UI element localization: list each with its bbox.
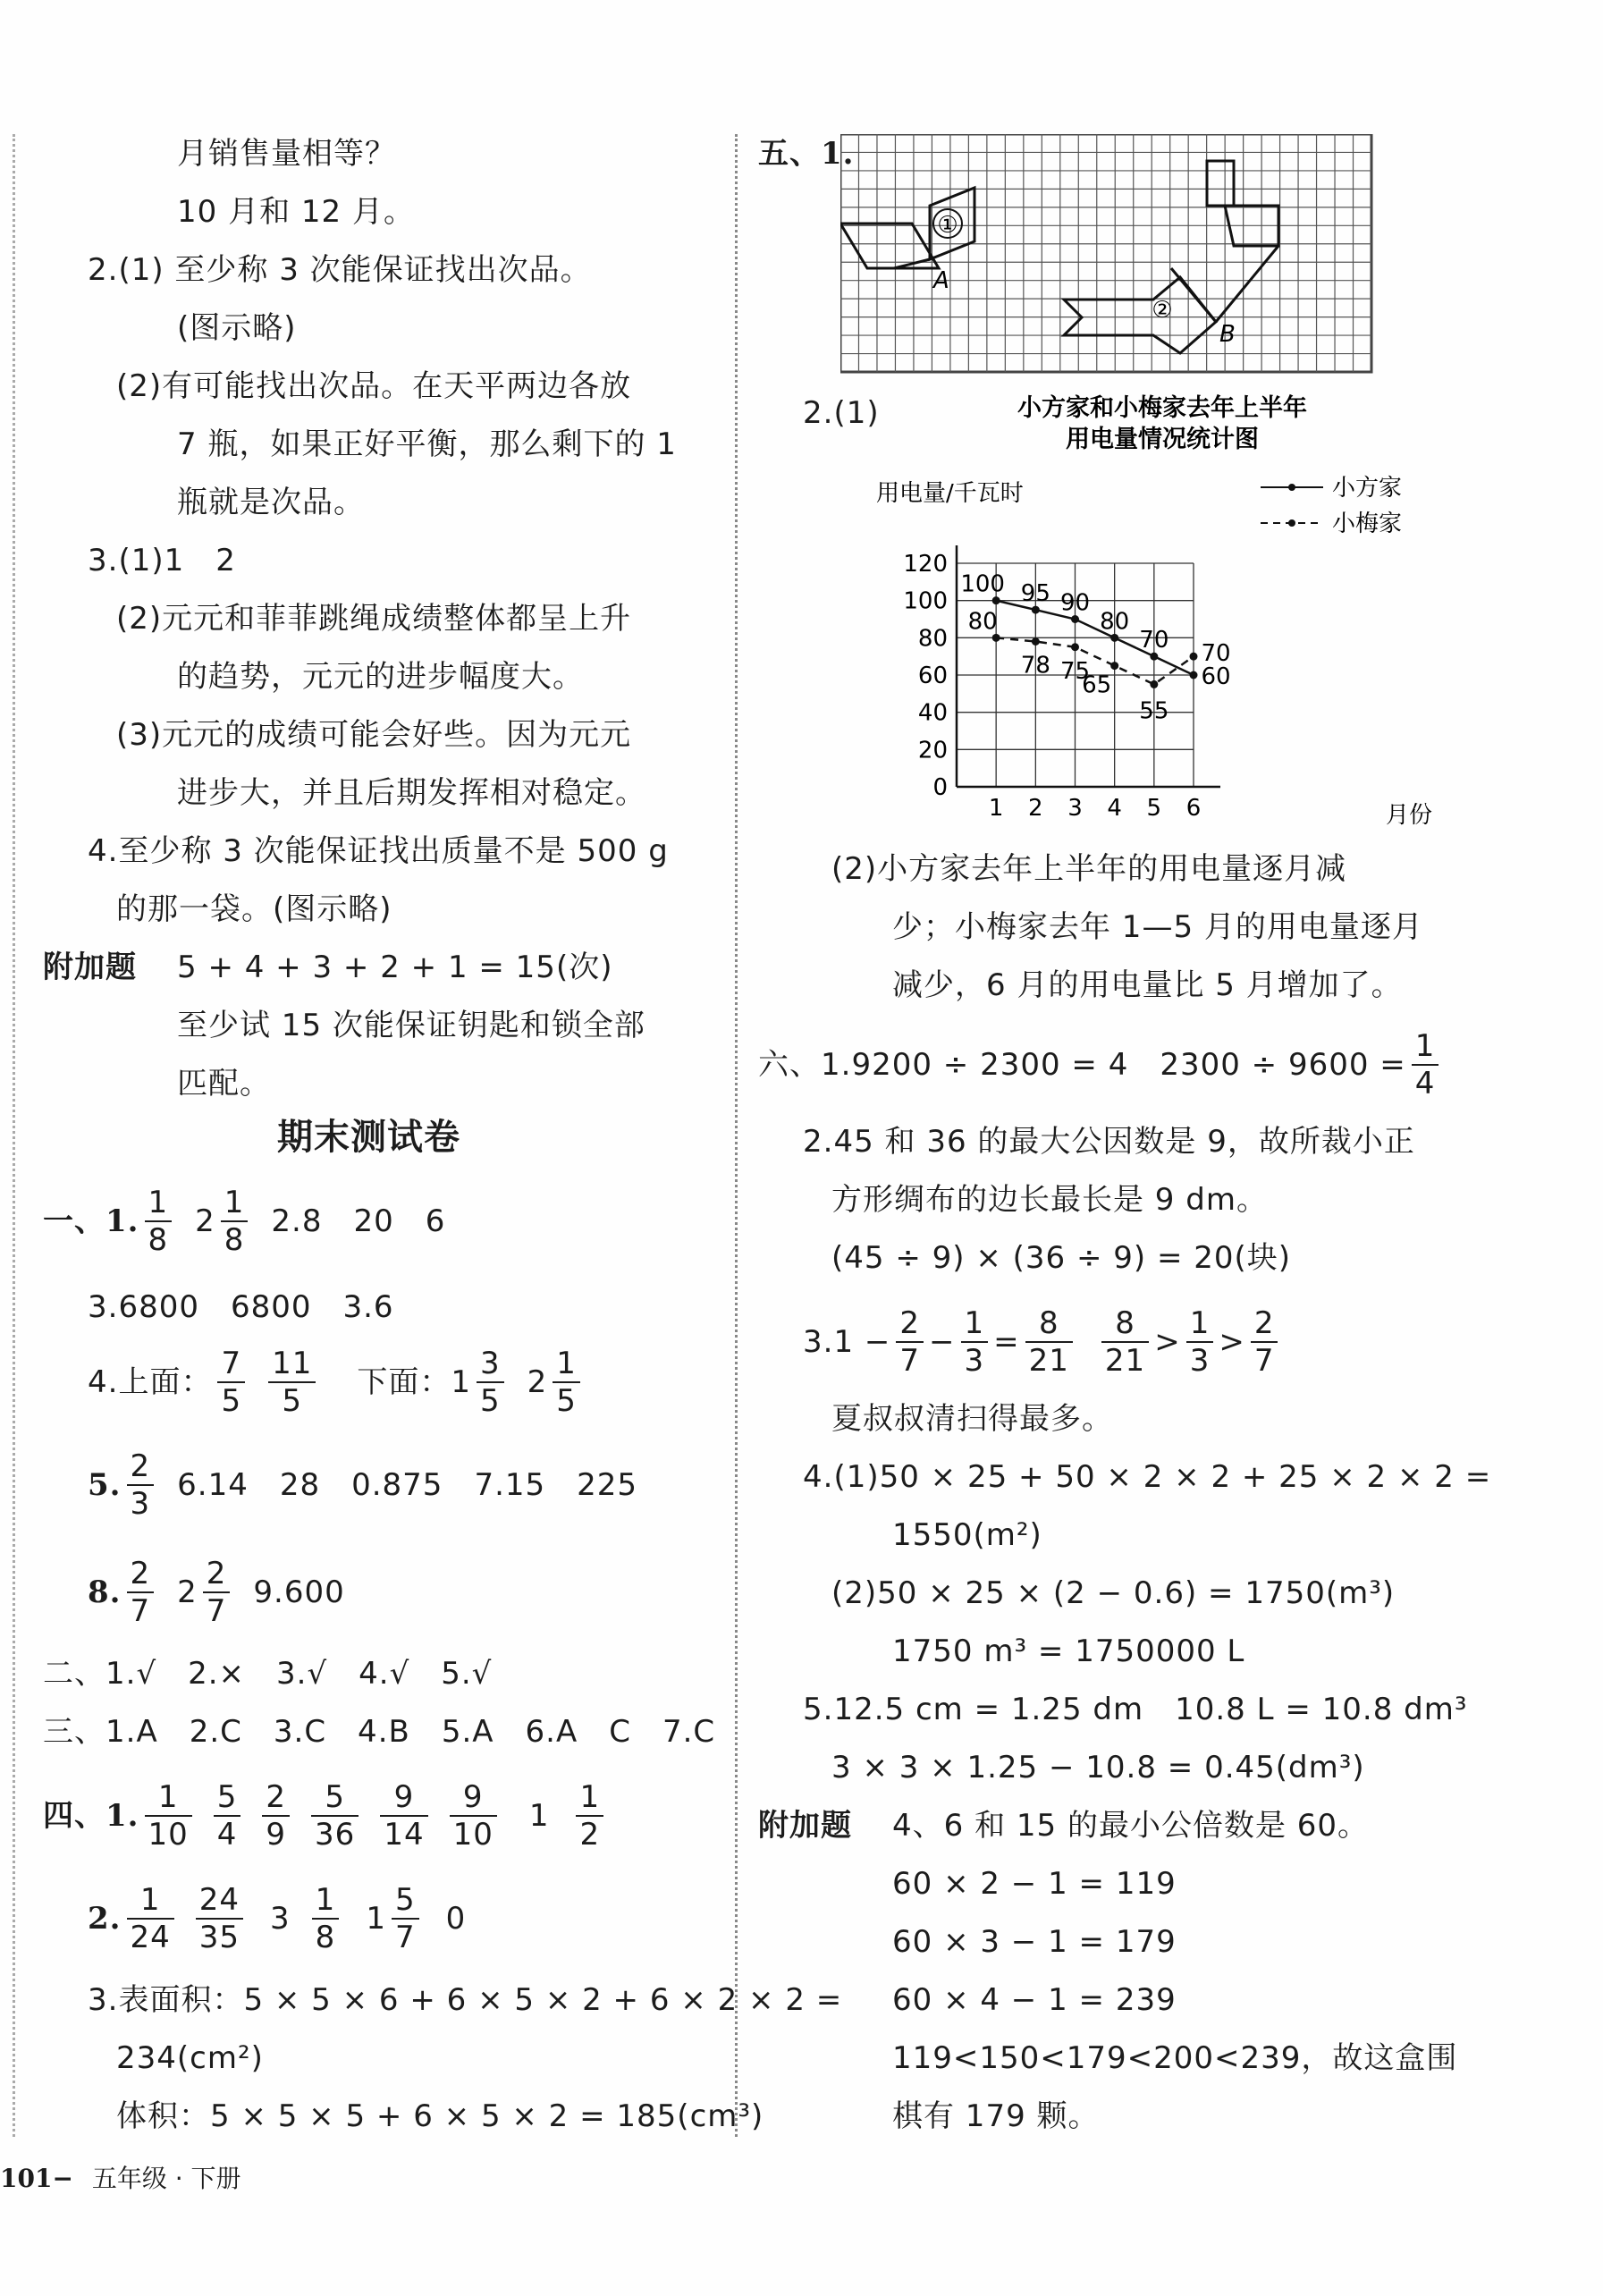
text-line: 4.(1)50 × 25 + 50 × 2 × 2 + 25 × 2 × 2 = [803, 1459, 1492, 1495]
s1-label: 一、1. [43, 1203, 139, 1239]
fraction: $\frac{9}{10}$ [450, 1779, 497, 1853]
q2-label: 2.(1) [803, 395, 880, 431]
fraction: $\frac{9}{14}$ [380, 1779, 427, 1853]
page-number: 101− [0, 2164, 73, 2193]
text-line: 3.表面积：5 × 5 × 6 + 6 × 5 × 2 + 6 × 2 × 2 = [88, 1982, 843, 2018]
text-line: 2.(1) 至少称 3 次能保证找出次品。 [88, 252, 592, 288]
chart-data-label: 55 [1139, 697, 1169, 725]
chart-legend [1261, 475, 1402, 537]
chart-point [1150, 680, 1158, 688]
fraction: $\frac{2}{9}$ [262, 1779, 290, 1853]
answer-row-s6-q3: 3.1 − $\frac{2}{7}$ − $\frac{1}{3}$ = $\frac{8}{21}$ $\frac{8}{21}$ > $\frac{1}{3}$ > $\frac{2}{7}$ [803, 1305, 1283, 1379]
chart-data-label: 90 [1059, 589, 1091, 617]
chart-data-label: 95 [1020, 580, 1050, 608]
fraction: $\frac{7}{5}$ [217, 1346, 245, 1419]
fraction: $\frac{2}{7}$ [203, 1556, 231, 1629]
fraction: $\frac{1}{24}$ [127, 1882, 174, 1955]
text-line: 1550(m²) [892, 1517, 1042, 1553]
text-line: 的那一袋。(图示略) [116, 891, 392, 927]
chart-y-tick-label: 80 [917, 625, 948, 653]
chart-title-line2: 用电量情况统计图 [1066, 426, 1259, 453]
chart-data-label: 65 [1082, 671, 1112, 699]
text-line: (2)50 × 25 × (2 − 0.6) = 1750(m³) [831, 1575, 1396, 1611]
fraction: $\frac{5}{7}$ [392, 1882, 419, 1955]
answer-row-s6-q1: 六、1.9200 ÷ 2300 = 4 2300 ÷ 9600 = $\frac{1}{4}$ [758, 1028, 1444, 1102]
text-line: (图示略) [177, 310, 297, 346]
fraction: $\frac{5}{4}$ [214, 1779, 241, 1853]
extra-label: 附加题 [758, 1808, 852, 1844]
chart-data-label: 80 [967, 608, 998, 636]
text-line: 3.(1)1 2 [88, 543, 236, 578]
fraction: $\frac{5}{36}$ [311, 1779, 359, 1853]
text-line: (2)有可能找出次品。在天平两边各放 [116, 368, 632, 404]
chart-x-tick-label: 6 [1185, 795, 1202, 822]
chart-y-tick-label: 40 [917, 699, 948, 727]
text-line: 二、1.√ 2.× 3.√ 4.√ 5.√ [43, 1656, 493, 1692]
column-divider [735, 134, 738, 2137]
text-line: 方形绸布的边长最长是 9 dm。 [831, 1182, 1268, 1218]
chart-y-tick-label: 0 [932, 774, 948, 801]
text-line: 月销售量相等？ [177, 136, 396, 172]
text-line: 4、6 和 15 的最小公倍数是 60。 [892, 1808, 1370, 1844]
text-line: 60 × 4 − 1 = 239 [892, 1982, 1177, 2018]
text-line: 进步大，并且后期发挥相对稳定。 [177, 775, 646, 811]
fraction: $\frac{2}{3}$ [127, 1448, 155, 1522]
text-line: 少；小梅家去年 1—5 月的用电量逐月 [892, 909, 1423, 945]
chart-xlabel: 月份 [1386, 802, 1433, 829]
section-title: 期末测试卷 [277, 1117, 460, 1158]
text-line: 至少试 15 次能保证钥匙和锁全部 [177, 1008, 645, 1043]
answer-row-s1-q4: 4.上面： $\frac{7}{5}$ $\frac{11}{5}$ 下面：1 $\frac{3}{5}$ 2 $\frac{1}{5}$ [88, 1346, 586, 1419]
chart-x-ticks [989, 795, 1201, 822]
shape-tail [1207, 161, 1234, 206]
fraction: $\frac{3}{5}$ [477, 1346, 504, 1419]
chart-x-tick-label: 2 [1028, 795, 1043, 822]
legend-label-1: 小梅家 [1332, 511, 1403, 537]
grid-point-A: A [933, 267, 949, 294]
chart-data-label: 60 [1201, 663, 1231, 690]
text-line: 1750 m³ = 1750000 L [892, 1633, 1245, 1669]
grid-label-1: ① [937, 212, 958, 239]
text-line: 119<150<179<200<239，故这盒围 [892, 2040, 1458, 2076]
answer-row-s4-q1: 四、1. $\frac{1}{10}$ $\frac{5}{4}$ $\frac{2}{9}$ $\frac{5}{36}$ $\frac{9}{14}$ $\frac{9}{10}$ 1 $\frac{1}{2}$ [43, 1779, 609, 1853]
chart-point [1110, 662, 1118, 670]
chart-series [960, 571, 1230, 725]
text-line: 10 月和 12 月。 [177, 194, 415, 230]
fraction: $\frac{1}{10}$ [145, 1779, 192, 1853]
chart-data-label: 70 [1201, 640, 1231, 668]
chart-data-label: 78 [1020, 652, 1050, 680]
text-line: 60 × 3 − 1 = 179 [892, 1924, 1177, 1960]
fraction: $\frac{24}{35}$ [196, 1882, 243, 1955]
chart-point [1071, 643, 1079, 651]
chart-x-tick-label: 4 [1107, 795, 1122, 822]
text-line: 3 × 3 × 1.25 − 10.8 = 0.45(dm³) [831, 1750, 1365, 1785]
text-line: 3.6800 6800 3.6 [88, 1289, 394, 1325]
grid-figure [840, 134, 1377, 377]
fraction: $\frac{11}{5}$ [268, 1346, 316, 1419]
answer-row-s1-q8: 8. $\frac{2}{7}$ 2 $\frac{2}{7}$ 9.600 [88, 1556, 345, 1629]
chart-y-tick-label: 120 [903, 551, 948, 578]
chart-point [1190, 653, 1198, 661]
text-line: 体积：5 × 5 × 5 + 6 × 5 × 2 = 185(cm³) [116, 2098, 764, 2134]
shapes [840, 161, 1278, 353]
chart-data-label: 75 [1059, 657, 1091, 685]
chart-y-tick-label: 20 [917, 737, 948, 764]
text-line: (2)小方家去年上半年的用电量逐月减 [831, 851, 1347, 887]
answer-row-s1-q5: 5. $\frac{2}{3}$ 6.14 28 0.875 7.15 225 [88, 1448, 638, 1522]
chart-x-tick-label: 5 [1146, 795, 1162, 822]
text-line: 5 + 4 + 3 + 2 + 1 = 15(次) [177, 950, 613, 985]
text-line: 棋有 179 颗。 [892, 2098, 1100, 2134]
chart-x-tick-label: 3 [1067, 795, 1083, 822]
fraction: $\frac{1}{8}$ [145, 1185, 173, 1258]
text-line: (2)元元和菲菲跳绳成绩整体都呈上升 [116, 601, 632, 637]
page-footer [0, 2159, 241, 2195]
text-line: 2.45 和 36 的最大公因数是 9，故所裁小正 [803, 1124, 1415, 1160]
text-line: 减少，6 月的用电量比 5 月增加了。 [892, 967, 1403, 1003]
text-line: 的趋势，元元的进步幅度大。 [177, 659, 584, 695]
grid-label-2: ② [1152, 297, 1173, 324]
mixed-number: 2 $\frac{1}{8}$ [195, 1185, 253, 1258]
text-line: 夏叔叔清扫得最多。 [831, 1401, 1113, 1437]
fraction: $\frac{1}{5}$ [553, 1346, 580, 1419]
text-line: 匹配。 [177, 1066, 271, 1102]
chart-data-label: 70 [1139, 627, 1169, 654]
answer-row-s4-q2: 2. $\frac{1}{24}$ $\frac{24}{35}$ 3 $\frac{1}{8}$ 1 $\frac{5}{7}$ 0 [88, 1882, 467, 1955]
text-line: 4.至少称 3 次能保证找出质量不是 500 g [88, 833, 669, 869]
chart-point [1190, 671, 1198, 680]
chart-x-tick-label: 1 [988, 795, 1004, 822]
text-line: 60 × 2 − 1 = 119 [892, 1866, 1177, 1902]
chart-point [1032, 637, 1040, 646]
text-line: (3)元元的成绩可能会好些。因为元元 [116, 717, 632, 753]
extra-label: 附加题 [43, 950, 137, 985]
chart-y-ticks [903, 551, 948, 801]
chart-data-label: 100 [960, 570, 1005, 598]
chart-ylabel: 用电量/千瓦时 [876, 480, 1024, 507]
chart-title-line1: 小方家和小梅家去年上半年 [1017, 394, 1307, 422]
fraction: $\frac{1}{8}$ [312, 1882, 340, 1955]
s5-label: 五、1. [758, 136, 855, 172]
s1-q2: 2.8 20 6 [271, 1203, 446, 1239]
shape-2-arrow [1064, 277, 1216, 353]
answer-row-s1-q1 [43, 1185, 445, 1258]
fraction: $\frac{1}{4}$ [1412, 1028, 1439, 1102]
text-line: 三、1.A 2.C 3.C 4.B 5.A 6.A C 7.C [43, 1714, 716, 1750]
left-margin-rule [13, 134, 15, 2137]
text-line: 瓶就是次品。 [177, 485, 365, 520]
text-line: 5.12.5 cm = 1.25 dm 10.8 L = 10.8 dm³ [803, 1692, 1468, 1727]
chart-y-tick-label: 100 [903, 587, 948, 615]
text-line: (45 ÷ 9) × (36 ÷ 9) = 20(块) [831, 1240, 1292, 1276]
text-line: 7 瓶，如果正好平衡，那么剩下的 1 [177, 426, 677, 462]
fraction: $\frac{1}{2}$ [576, 1779, 603, 1853]
legend-label-0: 小方家 [1332, 475, 1403, 502]
chart-data-label: 80 [1100, 608, 1130, 636]
chart-y-tick-label: 60 [917, 663, 948, 689]
grade-label: 五年级 · 下册 [91, 2164, 241, 2193]
fraction: $\frac{2}{7}$ [127, 1556, 155, 1629]
text-line: 234(cm²) [116, 2040, 264, 2076]
line-chart [876, 384, 1466, 845]
grid-point-B: B [1219, 321, 1236, 348]
